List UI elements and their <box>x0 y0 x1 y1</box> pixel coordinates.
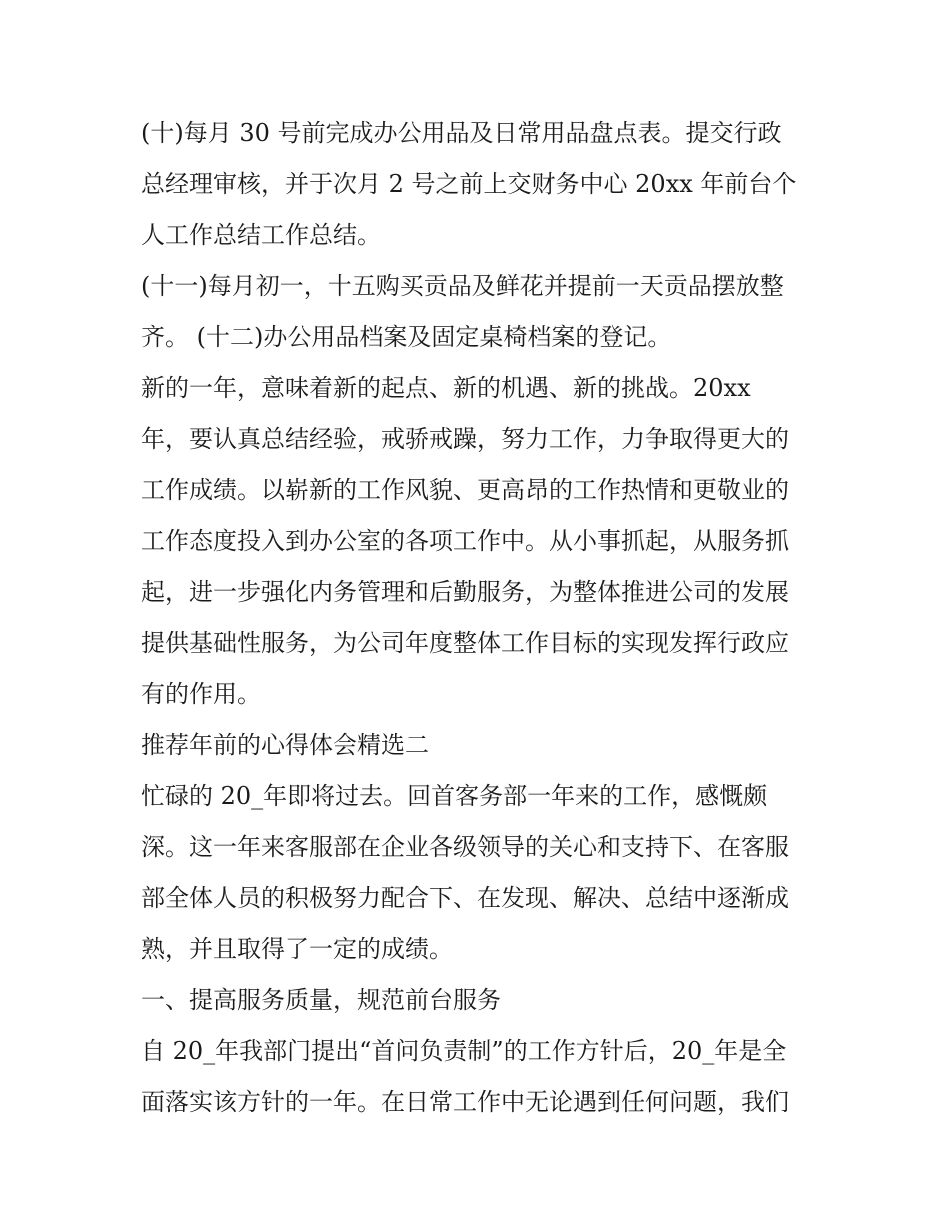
text-line: 齐。 (十二)办公用品档案及固定桌椅档案的登记。 <box>141 323 672 351</box>
text-line: 新的一年，意味着新的起点、新的机遇、新的挑战。20xx <box>141 374 751 402</box>
section-heading: 推荐年前的心得体会精选二 <box>141 731 429 759</box>
text-line: 部全体人员的积极努力配合下、在发现、解决、总结中逐渐成 <box>141 884 789 912</box>
text-line: 工作态度投入到办公室的各项工作中。从小事抓起，从服务抓 <box>141 527 789 555</box>
text-line: 有的作用。 <box>141 680 261 708</box>
text-line: (十一)每月初一，十五购买贡品及鲜花并提前一天贡品摆放整 <box>141 272 784 300</box>
text-line: 忙碌的 20_年即将过去。回首客务部一年来的工作，感慨颇 <box>141 782 768 810</box>
text-line: 提供基础性服务，为公司年度整体工作目标的实现发挥行政应 <box>141 629 789 657</box>
section-heading: 一、提高服务质量，规范前台服务 <box>141 986 501 1014</box>
text-line: 起，进一步强化内务管理和后勤服务，为整体推进公司的发展 <box>141 578 789 606</box>
text-line: 人工作总结工作总结。 <box>141 221 381 249</box>
document-body <box>141 108 831 1128</box>
text-line: 熟，并且取得了一定的成绩。 <box>141 935 453 963</box>
text-line: 工作成绩。以崭新的工作风貌、更高昂的工作热情和更敬业的 <box>141 476 789 504</box>
text-line: 总经理审核，并于次月 2 号之前上交财务中心 20xx 年前台个 <box>141 170 797 198</box>
text-line: 深。这一年来客服部在企业各级领导的关心和支持下、在客服 <box>141 833 789 861</box>
text-line: (十)每月 30 号前完成办公用品及日常用品盘点表。提交行政 <box>141 119 782 147</box>
text-line: 年，要认真总结经验，戒骄戒躁，努力工作，力争取得更大的 <box>141 425 789 453</box>
text-line: 自 20_年我部门提出“首问负责制”的工作方针后，20_年是全 <box>141 1037 787 1065</box>
text-line: 面落实该方针的一年。在日常工作中无论遇到任何问题，我们 <box>141 1088 789 1116</box>
